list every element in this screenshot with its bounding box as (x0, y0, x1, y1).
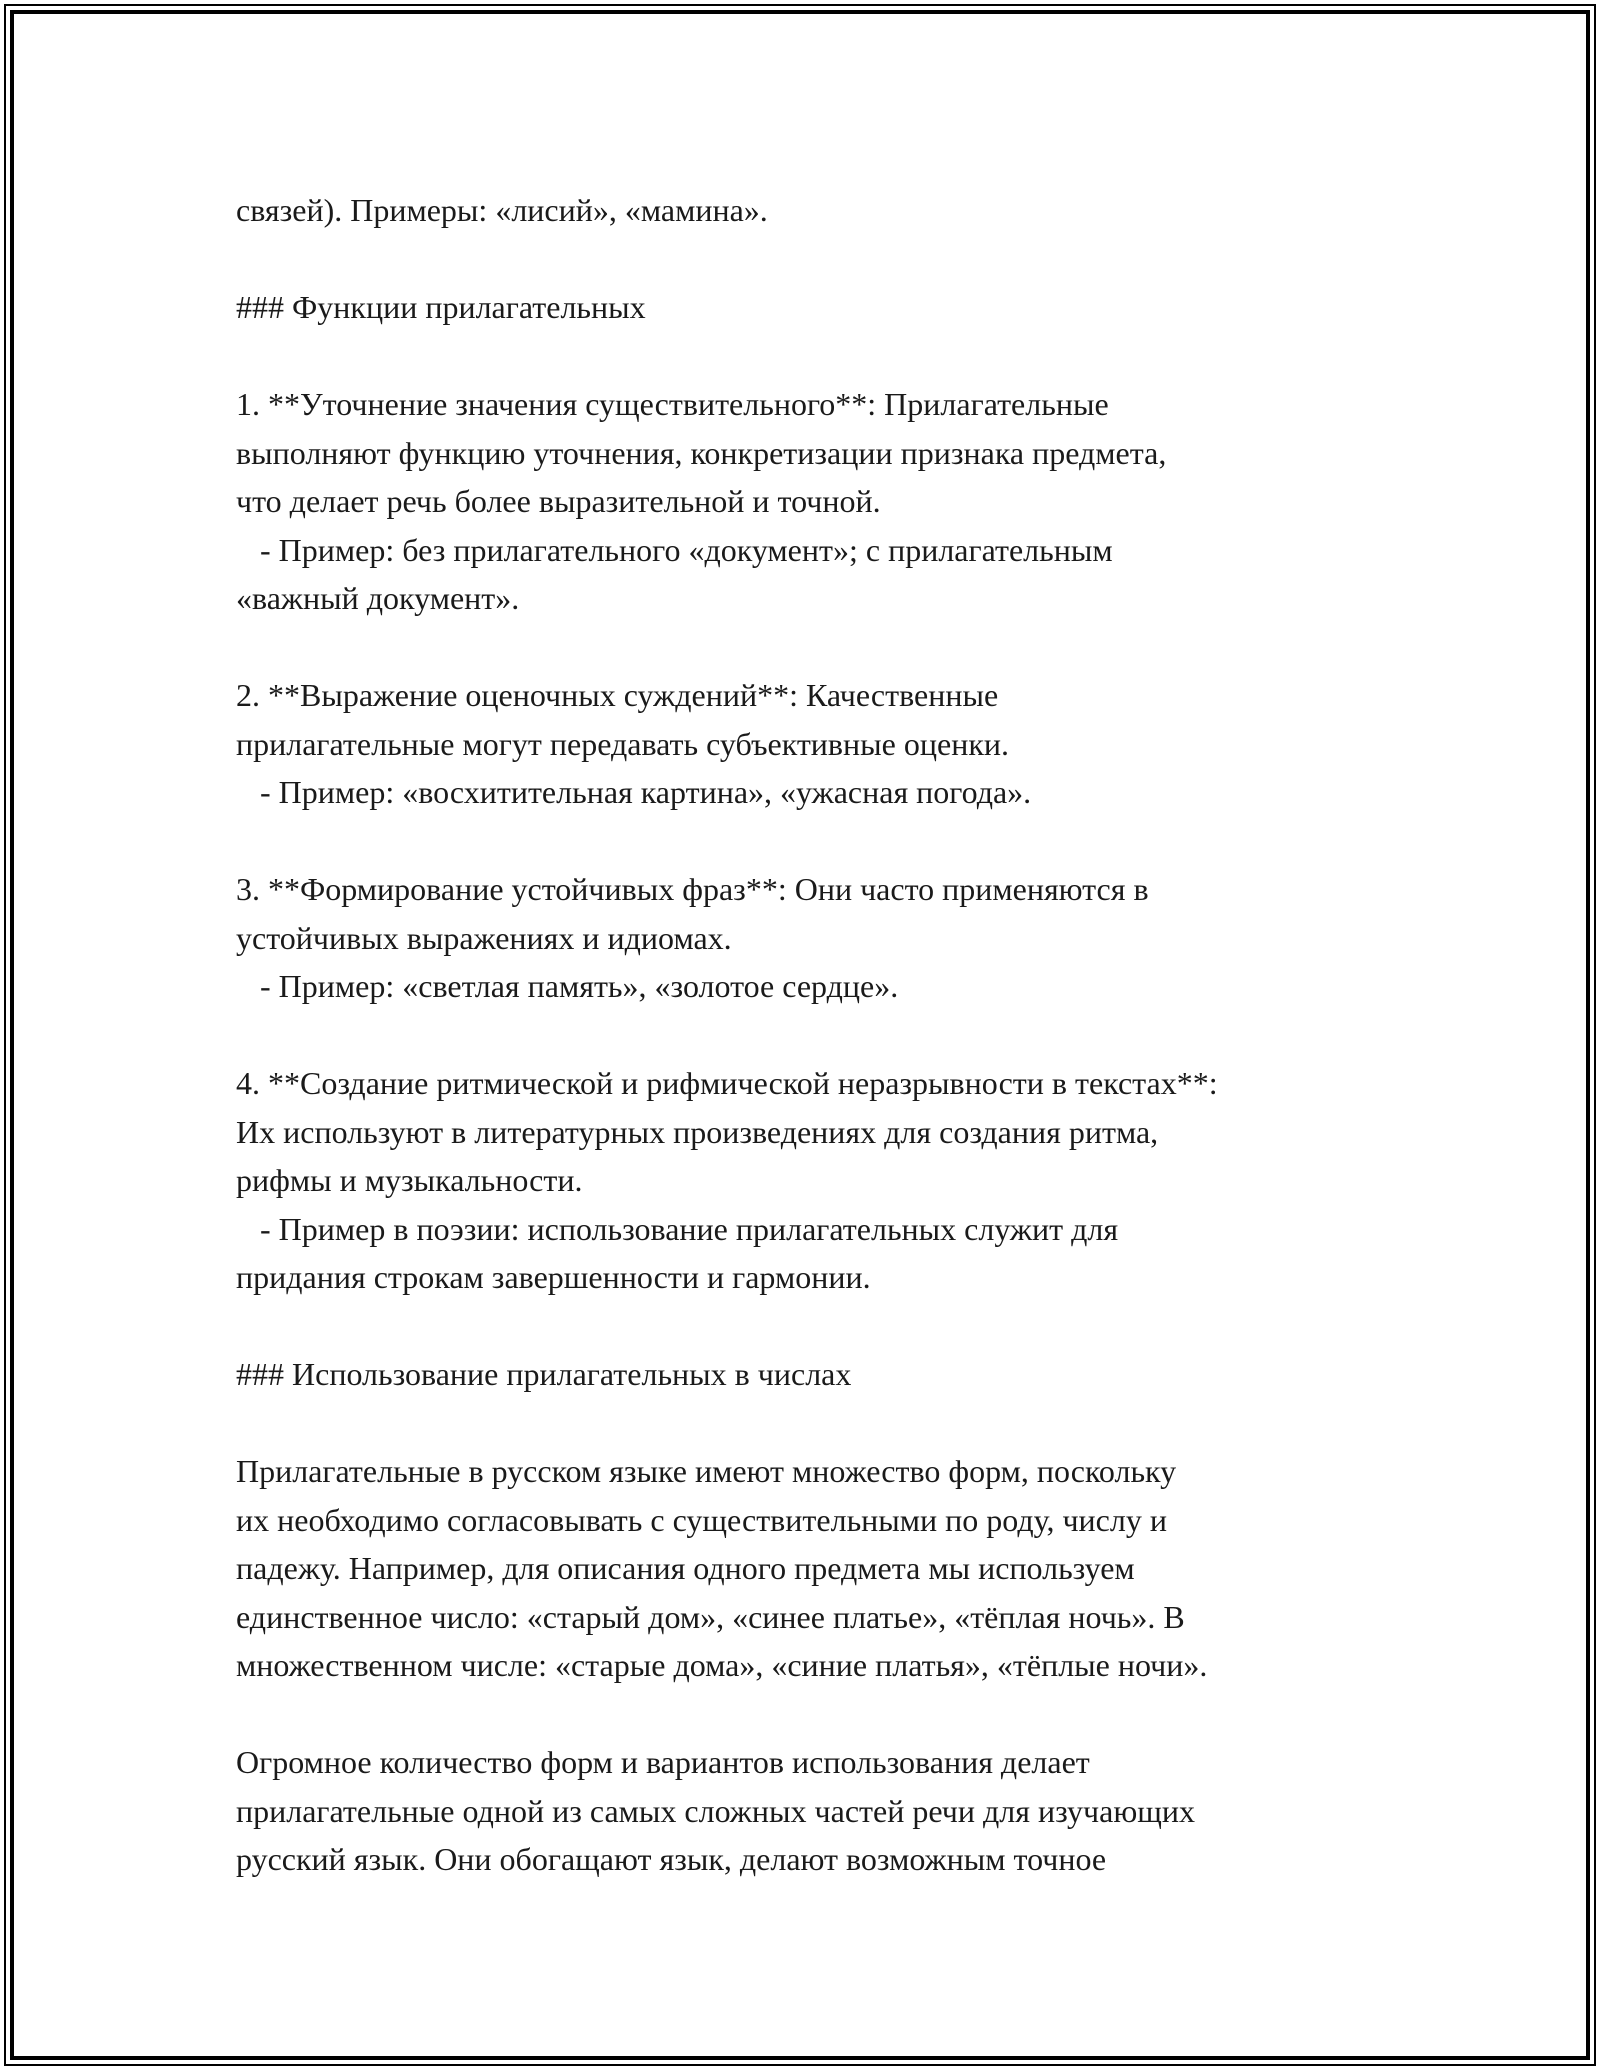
text-line: 4. **Создание ритмической и рифмической неразрывности в текстах**: (236, 1065, 1218, 1101)
text-line: - Пример: «светлая память», «золотое сердце». (236, 968, 899, 1004)
text-line: русский язык. Они обогащают язык, делают возможным точное (236, 1841, 1107, 1877)
text-line: что делает речь более выразительной и точной. (236, 483, 881, 519)
text-line: 3. **Формирование устойчивых фраз**: Они часто применяются в (236, 871, 1149, 907)
blank-line (236, 1302, 1376, 1351)
text-line: «важный документ». (236, 580, 520, 616)
text-line: Прилагательные в русском языке имеют множество форм, поскольку (236, 1453, 1177, 1489)
text-line: связей). Примеры: «лисий», «мамина». (236, 192, 768, 228)
text-line: прилагательные одной из самых сложных частей речи для изучающих (236, 1792, 1195, 1829)
text-line: придания строкам завершенности и гармонии. (236, 1259, 871, 1295)
blank-line (236, 623, 1376, 672)
blank-line (236, 332, 1376, 381)
blank-line (236, 1011, 1376, 1060)
text-line: Огромное количество форм и вариантов использования делает (236, 1744, 1090, 1780)
text-line: рифмы и музыкальности. (236, 1162, 583, 1198)
text-line: прилагательные могут передавать субъективные оценки. (236, 725, 1009, 762)
blank-line (236, 1690, 1376, 1739)
section-heading: ### Функции прилагательных (236, 289, 646, 325)
text-line: устойчивых выражениях и идиомах. (236, 919, 732, 956)
text-line: единственное число: «старый дом», «синее платье», «тёплая ночь». В (236, 1598, 1185, 1635)
text-line: множественном числе: «старые дома», «синие платья», «тёплые ночи». (236, 1647, 1208, 1683)
text-line: выполняют функцию уточнения, конкретизации признака предмета, (236, 434, 1167, 471)
text-line: падежу. Например, для описания одного предмета мы используем (236, 1550, 1135, 1586)
blank-line (236, 1399, 1376, 1448)
document-body (236, 186, 1376, 1884)
text-line: их необходимо согласовывать с существительными по роду, числу и (236, 1501, 1167, 1538)
text-line: 1. **Уточнение значения существительного**: Прилагательные (236, 386, 1109, 422)
section-heading: ### Использование прилагательных в числах (236, 1356, 852, 1392)
text-line: - Пример в поэзии: использование прилагательных служит для (236, 1210, 1119, 1247)
text-line: 2. **Выражение оценочных суждений**: Качественные (236, 677, 999, 713)
text-line: Их используют в литературных произведениях для создания ритма, (236, 1113, 1159, 1150)
text-line: - Пример: «восхитительная картина», «ужасная погода». (236, 774, 1032, 810)
text-line: - Пример: без прилагательного «документ»; с прилагательным (236, 531, 1113, 568)
blank-line (236, 235, 1376, 284)
blank-line (236, 817, 1376, 866)
